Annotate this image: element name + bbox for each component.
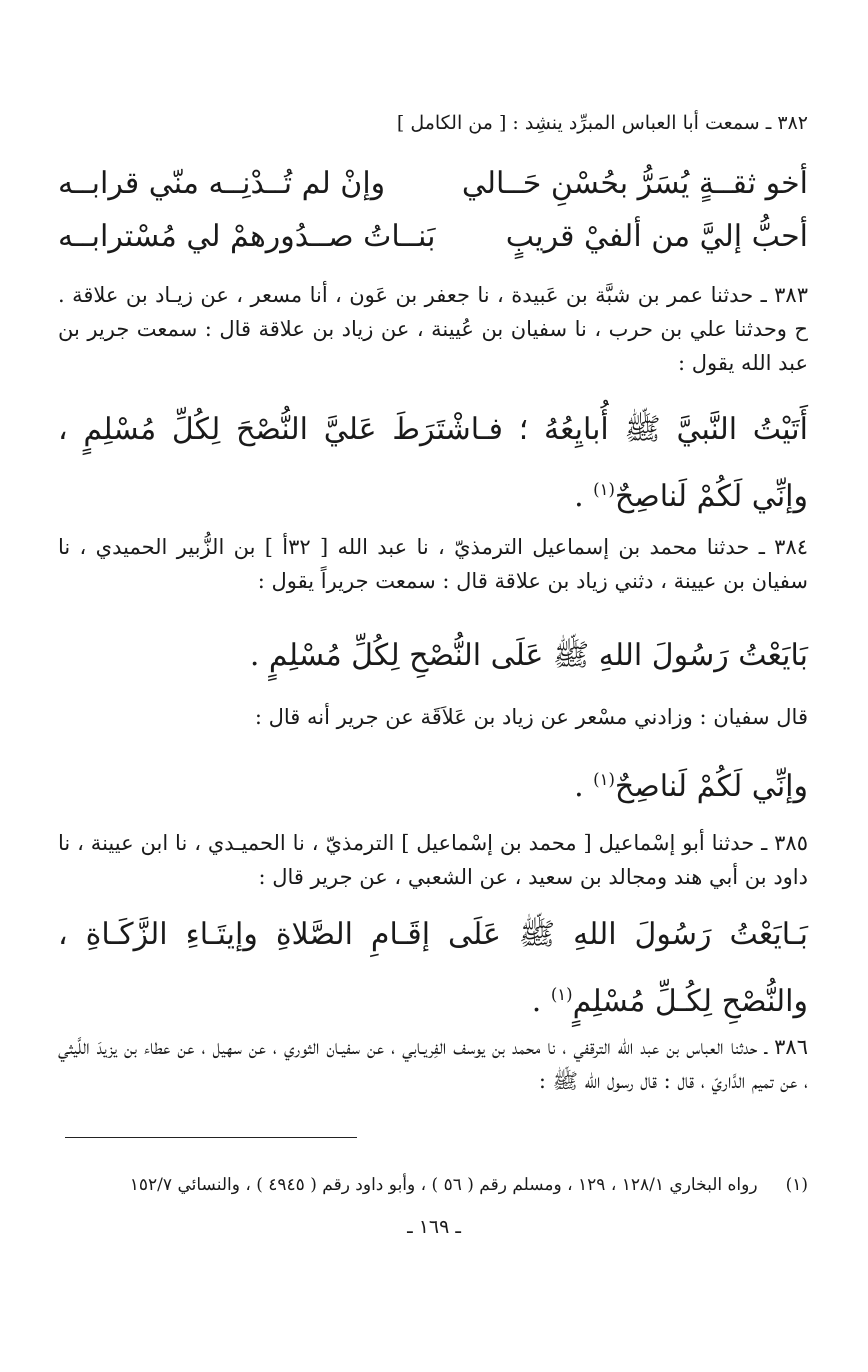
hadith-text-383: أَتَيْتُ النَّبيَّ ﷺ أُبايِعُهُ ؛ فـاشْتَرَطَ عَليَّ النُّصْحَ لِكُلِّ مُسْلِمٍ ، وإنِّي لَكُمْ لَناصِحٌ$^{(١)}$ . [58,412,808,514]
page-number: ـ ١٦٩ ـ [407,1216,461,1238]
hadith-text-384: بَايَعْتُ رَسُولَ اللهِ ﷺ عَلَى النُّصْحِ لِكُلِّ مُسْلِمٍ . [249,638,808,673]
hadith-text-385: بَـايَعْتُ رَسُولَ اللهِ ﷺ عَلَى إقَـامِ الصَّلاةِ وإيتَـاءِ الزَّكَـاةِ ، والنُّصْحِ لِكُـلِّ مُسْلِمٍ$^{(١)}$ . [58,917,808,1019]
hadith-text-384-addition: وإنِّي لَكُمْ لَناصِحٌ$^{(١)}$ . [574,769,808,804]
footnote-number: (١) [785,1175,808,1195]
poem-hemistich: أحبُّ إليَّ من ألفيْ قريبٍ [505,219,808,254]
poem-hemistich: وإنْ لم تُــدْنِــه منّي قرابــه [58,166,386,201]
poem-line-1 [58,160,808,208]
entry-384-addition: قال سفيان : وزادني مسْعر عن زياد بن عَلاَقَة عن جرير أنه قال : [254,705,808,729]
poem-hemistich: أخو ثقــةٍ يُسَرُّ بحُسْنِ حَــالي [461,166,808,201]
footnote-marker: (١) [593,770,615,789]
entry-384: ٣٨٤ ـ حدثنا محمد بن إسماعيل الترمذيّ ، نا عبد الله [ ٣٢أ ] بن الزُّبير الحميدي ، نا سفيان بن عيينة ، دثني زياد بن علاقة قال : سمعت جريراً يقول : [58,535,809,593]
entry-385: ٣٨٥ ـ حدثنا أبو إسْماعيل [ محمد بن إسْماعيل ] الترمذيّ ، نا الحميـدي ، نا ابن عيينة ، نا داود بن أبي هند ومجالد بن سعيد ، عن الشعبي ، عن جرير قال : [58,831,808,889]
footnote-text: رواه البخاري ١٢٨/١ ، ١٢٩ ، ومسلم رقم ( ٥٦ ) ، وأبو داود رقم ( ٤٩٤٥ ) ، والنسائي ١٥٢/٧ [129,1175,758,1195]
entry-386: ٣٨٦ ـ حدثنا العباس بن عبد الله الترقفي ، نا محمد بن يوسف الفِريـابي ، عن سفيـان الثوري ، عن سهيل ، عن عطاء بن يزيدَ اللَّيثي ، عن تميم الدَّاريّ ، قال : قال رسول الله ﷺ : [58,1035,808,1093]
entry-383: ٣٨٣ ـ حدثنا عمر بن شبَّة بن عَبيدة ، نا جعفر بن عَون ، أنا مسعر ، عن زيـاد بن علاقة . ح وحدثنا علي بن حرب ، نا سفيان بن عُيينة ، عن زياد بن علاقة قال : سمعت جرير بن عبد الله يقول : [58,283,808,375]
entry-382: ٣٨٢ ـ سمعت أبا العباس المبرِّد ينشِد : [ من الكامل ] [396,112,808,134]
poem-hemistich: بَنــاتُ صــدُورهمْ لي مُسْترابــه [58,219,436,254]
footnote-marker: (١) [593,480,615,499]
footnote [58,1172,808,1198]
footnote-marker: (١) [550,985,573,1004]
footnote-divider [65,1137,357,1138]
poem-line-2 [58,213,808,261]
